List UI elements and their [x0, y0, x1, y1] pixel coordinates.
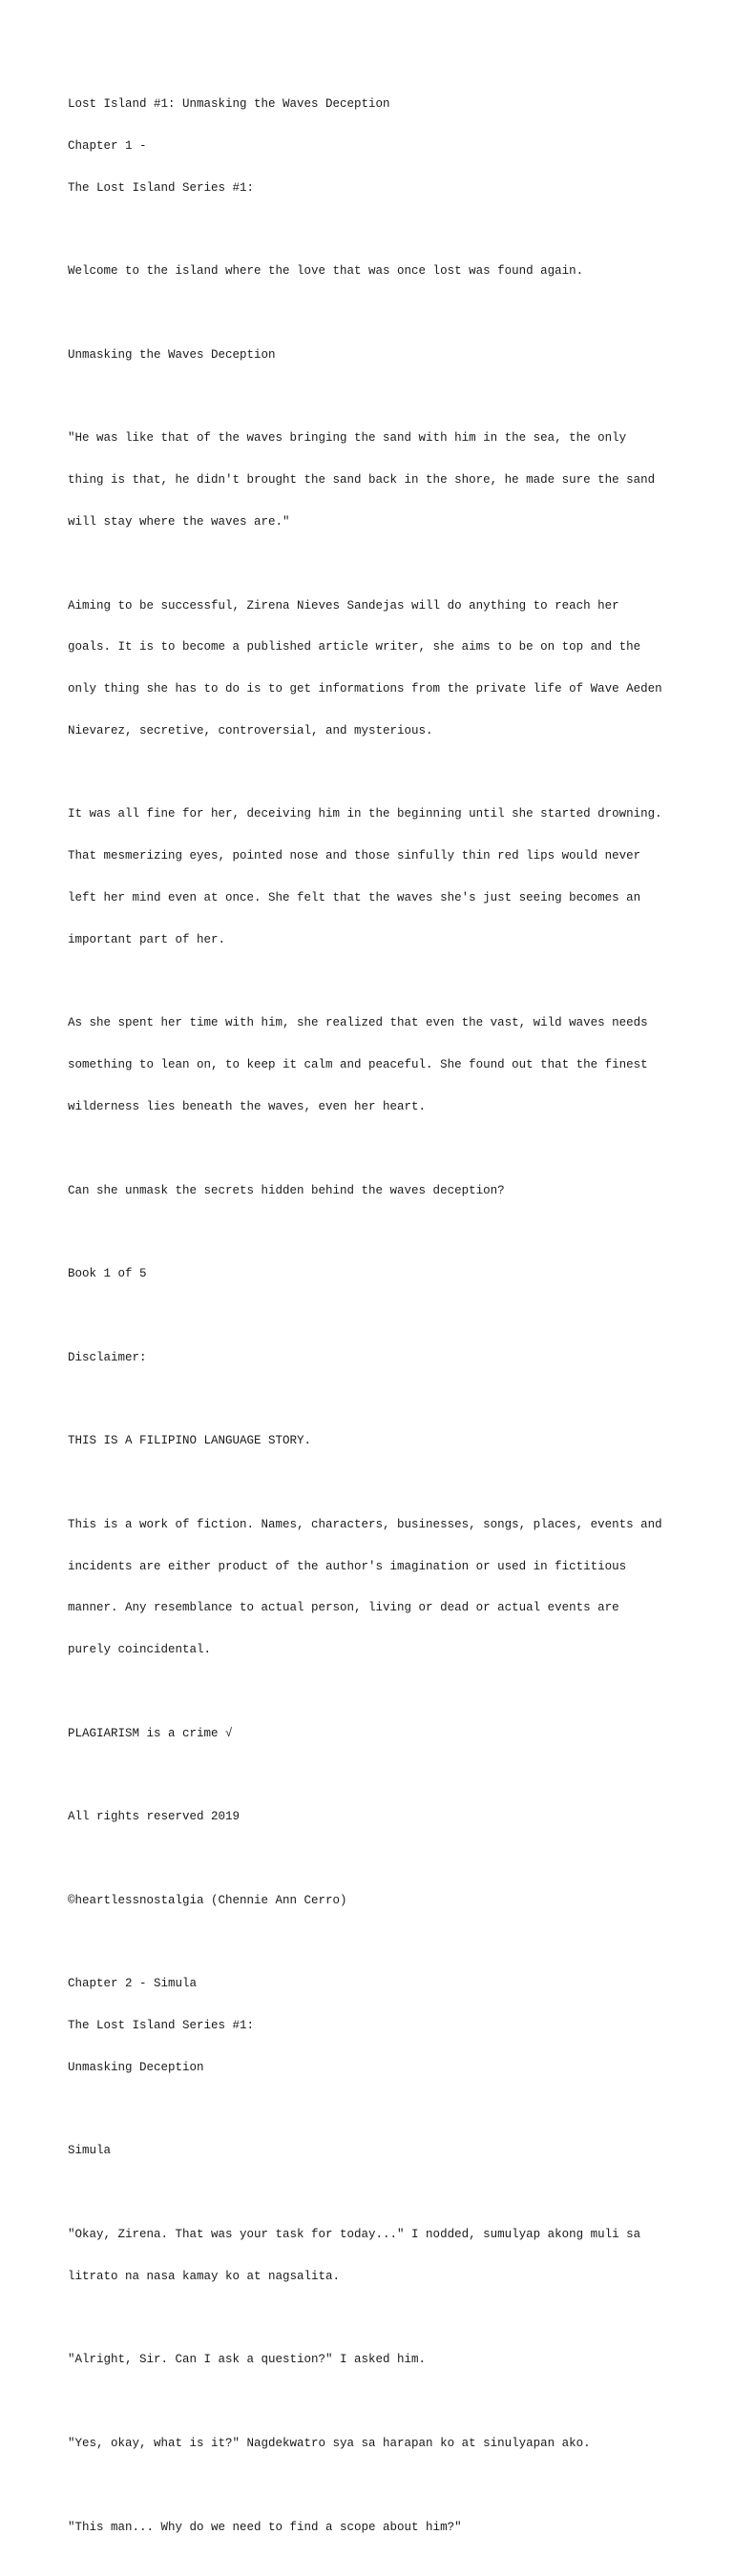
paragraph: [68, 779, 726, 974]
text-line: ©heartlessnostalgia (Chennie Ann Cerro): [68, 1893, 347, 1907]
text-line: That mesmerizing eyes, pointed nose and those sinfully thin red lips would never: [68, 849, 641, 863]
text-line: Welcome to the island where the love that was once lost was found again.: [68, 264, 584, 279]
paragraph: [68, 1490, 726, 1685]
text-line: thing is that, he didn't brought the sand back in the shore, he made sure the sand: [68, 473, 656, 488]
series-label: The Lost Island Series #1:: [68, 180, 255, 195]
text-line: Simula: [68, 2144, 112, 2158]
paragraph: [68, 1698, 726, 1768]
paragraph: [68, 2325, 726, 2395]
text-line: Unmasking the Waves Deception: [68, 347, 276, 362]
text-line: It was all fine for her, deceiving him in the beginning until she started drowning.: [68, 807, 662, 821]
paragraph: [68, 237, 726, 306]
paragraph: [68, 1322, 726, 1392]
paragraph: [68, 1155, 726, 1225]
text-line: goals. It is to become a published article writer, she aims to be on top and the: [68, 640, 641, 654]
text-line: Can she unmask the secrets hidden behind the waves deception?: [68, 1183, 505, 1197]
text-line: "Yes, okay, what is it?" Nagdekwatro sya sa harapan ko at sinulyapan ako.: [68, 2436, 591, 2450]
text-line: important part of her.: [68, 932, 226, 946]
paragraph: [68, 2116, 726, 2186]
text-line: "He was like that of the waves bringing the sand with him in the sea, the only: [68, 431, 627, 446]
text-line: This is a work of fiction. Names, characters, businesses, songs, places, events and: [68, 1517, 662, 1531]
text-line: manner. Any resemblance to actual person, living or dead or actual events are: [68, 1601, 619, 1615]
paragraph: [68, 2409, 726, 2479]
text-line: Aiming to be successful, Zirena Nieves Sandejas will do anything to reach her: [68, 598, 619, 613]
text-line: All rights reserved 2019: [68, 1810, 241, 1824]
paragraph: [68, 1782, 726, 1852]
text-line: "Alright, Sir. Can I ask a question?" I asked him.: [68, 2353, 427, 2367]
paragraph: [68, 1866, 726, 1936]
paragraph: [68, 2200, 726, 2312]
paragraph: [68, 404, 726, 557]
paragraph: [68, 988, 726, 1142]
text-line: something to lean on, to keep it calm and peaceful. She found out that the finest: [68, 1058, 648, 1072]
text-line: The Lost Island Series #1:: [68, 2019, 255, 2033]
paragraph: [68, 1239, 726, 1309]
text-line: wilderness lies beneath the waves, even her heart.: [68, 1099, 427, 1113]
text-line: incidents are either product of the author's imagination or used in fictitious: [68, 1559, 627, 1573]
book-title: Lost Island #1: Unmasking the Waves Deception: [68, 97, 390, 112]
document-body: [68, 70, 726, 2576]
text-line: purely coincidental.: [68, 1643, 212, 1657]
text-line: "Okay, Zirena. That was your task for today..." I nodded, sumulyap akong muli sa: [68, 2228, 641, 2242]
text-line: Disclaimer:: [68, 1350, 147, 1364]
paragraph: [68, 321, 726, 390]
paragraph: [68, 571, 726, 765]
text-line: will stay where the waves are.": [68, 515, 290, 529]
text-line: Book 1 of 5: [68, 1267, 147, 1281]
chapter-label: Chapter 1 -: [68, 138, 147, 153]
text-line: "This man... Why do we need to find a scope about him?": [68, 2520, 462, 2534]
text-line: Unmasking Deception: [68, 2060, 204, 2074]
text-line: left her mind even at once. She felt that the waves she's just seeing becomes an: [68, 891, 641, 905]
text-line: Nievarez, secretive, controversial, and mysterious.: [68, 723, 433, 737]
text-line: only thing she has to do is to get informations from the private life of Wave Aeden: [68, 682, 662, 696]
paragraph: [68, 1949, 726, 2103]
text-line: THIS IS A FILIPINO LANGUAGE STORY.: [68, 1434, 312, 1448]
document-header: [68, 70, 726, 223]
text-line: As she spent her time with him, she realized that even the vast, wild waves needs: [68, 1016, 648, 1030]
paragraph: [68, 1406, 726, 1476]
text-line: litrato na nasa kamay ko at nagsalita.: [68, 2269, 341, 2283]
text-line: Chapter 2 - Simula: [68, 1977, 198, 1991]
text-line: PLAGIARISM is a crime √: [68, 1726, 233, 1740]
paragraph: [68, 2492, 726, 2562]
